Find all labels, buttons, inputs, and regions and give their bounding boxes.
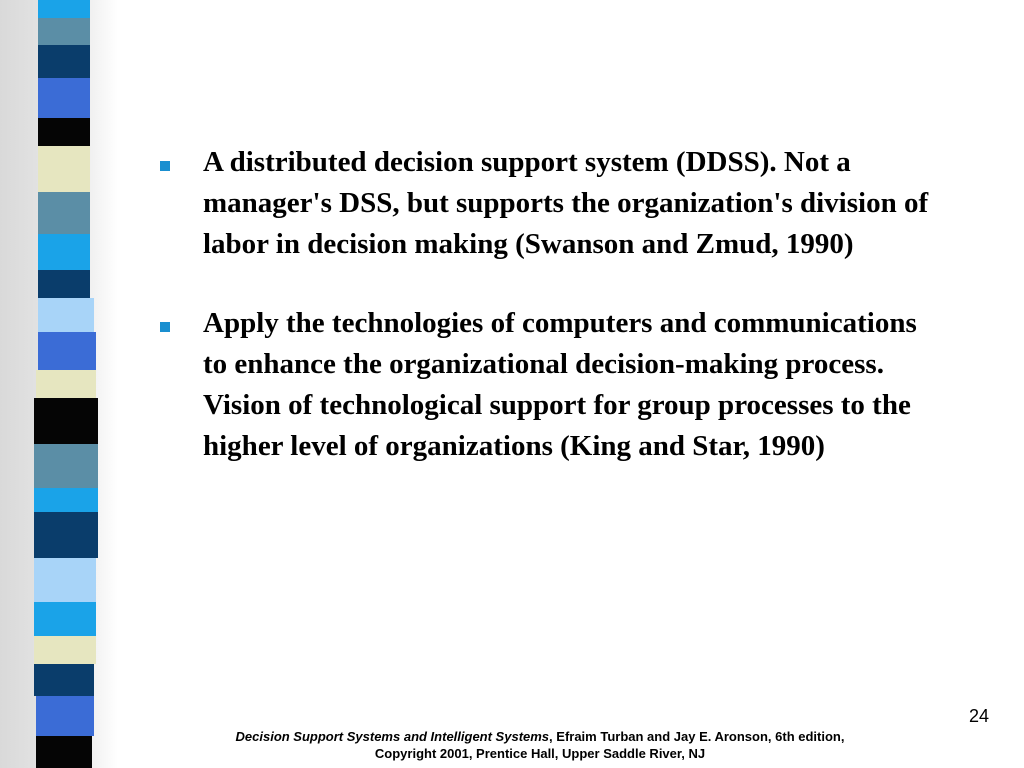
stripe [38,298,94,332]
stripe [36,370,96,398]
footer-credit-line-1: , Efraim Turban and Jay E. Aronson, 6th edition, [549,729,845,744]
stripe [38,332,96,370]
footer-citation [160,728,920,762]
stripe [38,18,90,45]
stripe [36,696,94,736]
bullet-text: A distributed decision support system (DDSS). Not a manager's DSS, but supports the organization's division of labor in decision making (Swanson and Zmud, 1990) [203,146,929,260]
slide-content [160,142,960,467]
stripe [38,118,90,146]
stripe [38,234,90,270]
stripe [38,45,90,78]
stripe [38,270,90,298]
bullet-text: Apply the technologies of computers and communications to enhance the organizational decision-making process. Vision of technological support for group processes to the higher level of organizations (King and Star, 1990) [203,307,917,462]
stripe [36,736,92,768]
stripe [34,488,98,512]
stripe [38,192,90,234]
footer-book-title: Decision Support Systems and Intelligent Systems [235,729,550,744]
stripe [34,444,98,488]
square-bullet-icon [160,161,170,171]
stripe [38,0,90,18]
bullet-item [160,303,960,467]
stripe [34,602,96,636]
stripe [38,78,90,118]
stripe [38,146,90,192]
decorative-stripe-column [0,0,118,768]
stripe [34,558,96,602]
square-bullet-icon [160,322,170,332]
footer-credit-line-2: Copyright 2001, Prentice Hall, Upper Saddle River, NJ [374,746,706,761]
stripe [34,398,98,444]
bullet-item [160,142,960,265]
stripe [34,512,98,558]
page-number: 24 [968,706,989,726]
stripe [34,636,96,664]
footer-line-1 [160,728,920,745]
stripe [34,664,94,696]
